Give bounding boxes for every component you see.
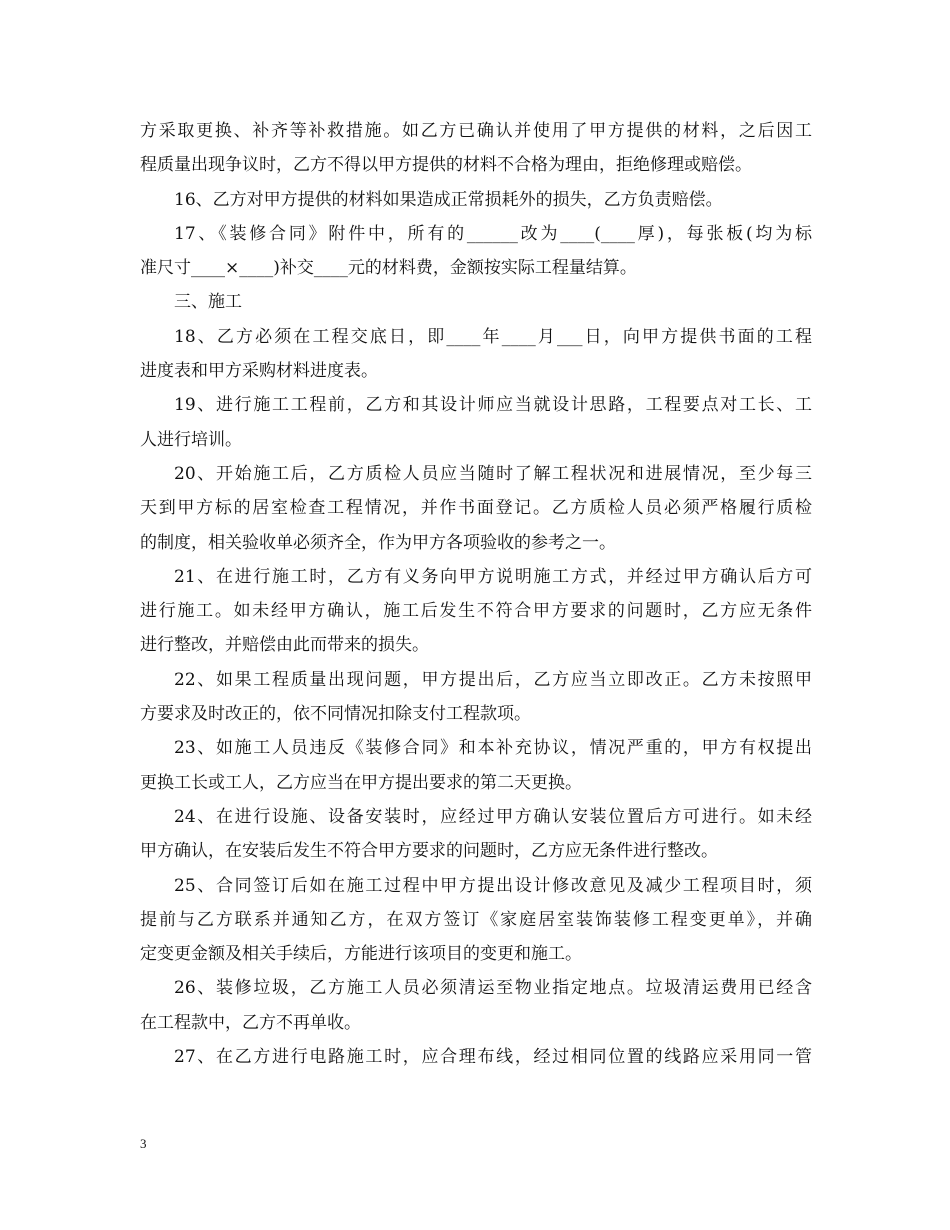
text-line: 程质量出现争议时，乙方不得以甲方提供的材料不合格为理由，拒绝修理或赔偿。 [140, 155, 752, 176]
text-line: 23、如施工人员违反《装修合同》和本补充协议，情况严重的，甲方有权提出 [174, 738, 812, 759]
text-line: 21、在进行施工时，乙方有义务向甲方说明施工方式，并经过甲方确认后方可 [174, 566, 812, 587]
page-number: 3 [140, 1136, 147, 1151]
text-line: 19、进行施工工程前，乙方和其设计师应当就设计思路，工程要点对工长、工 [174, 395, 812, 416]
text-line: 18、乙方必须在工程交底日，即____年____月___日，向甲方提供书面的工程 [174, 326, 812, 347]
text-line: 方要求及时改正的，依不同情况扣除支付工程款项。 [140, 704, 531, 725]
text-line: 三、施工 [174, 292, 242, 313]
text-line: 22、如果工程质量出现问题，甲方提出后，乙方应当立即改正。乙方未按照甲 [174, 669, 812, 690]
text-line: 人进行培训。 [140, 429, 242, 450]
text-line: 定变更金额及相关手续后，方能进行该项目的变更和施工。 [140, 944, 582, 965]
text-line: 进度表和甲方采购材料进度表。 [140, 361, 378, 382]
text-line: 在工程款中，乙方不再单收。 [140, 1012, 361, 1033]
text-line: 甲方确认，在安装后发生不符合甲方要求的问题时，乙方应无条件进行整改。 [140, 841, 718, 862]
text-line: 27、在乙方进行电路施工时，应合理布线，经过相同位置的线路应采用同一管 [174, 1047, 812, 1068]
text-line: 17、《装修合同》附件中，所有的______改为____(____厚)，每张板(均为标 [174, 223, 812, 244]
text-line: 的制度，相关验收单必须齐全，作为甲方各项验收的参考之一。 [140, 532, 616, 553]
text-line: 准尺寸____×____)补交____元的材料费，金额按实际工程量结算。 [140, 258, 637, 279]
text-line: 提前与乙方联系并通知乙方，在双方签订《家庭居室装饰装修工程变更单》，并确 [140, 909, 812, 930]
text-line: 26、装修垃圾，乙方施工人员必须清运至物业指定地点。垃圾清运费用已经含 [174, 978, 812, 999]
text-line: 方采取更换、补齐等补救措施。如乙方已确认并使用了甲方提供的材料，之后因工 [140, 121, 812, 141]
document-body [140, 114, 812, 1074]
text-line: 进行整改，并赔偿由此而带来的损失。 [140, 635, 429, 656]
text-line: 24、在进行设施、设备安装时，应经过甲方确认安装位置后方可进行。如未经 [174, 806, 812, 827]
text-line: 进行施工。如未经甲方确认，施工后发生不符合甲方要求的问题时，乙方应无条件 [140, 601, 812, 622]
text-line: 20、开始施工后，乙方质检人员应当随时了解工程状况和进展情况，至少每三 [174, 463, 812, 484]
text-line: 天到甲方标的居室检查工程情况，并作书面登记。乙方质检人员必须严格履行质检 [140, 498, 812, 519]
text-line: 16、乙方对甲方提供的材料如果造成正常损耗外的损失，乙方负责赔偿。 [174, 189, 723, 210]
text-line: 更换工长或工人，乙方应当在甲方提出要求的第二天更换。 [140, 772, 582, 793]
text-line: 25、合同签订后如在施工过程中甲方提出设计修改意见及减少工程项目时，须 [174, 875, 812, 896]
